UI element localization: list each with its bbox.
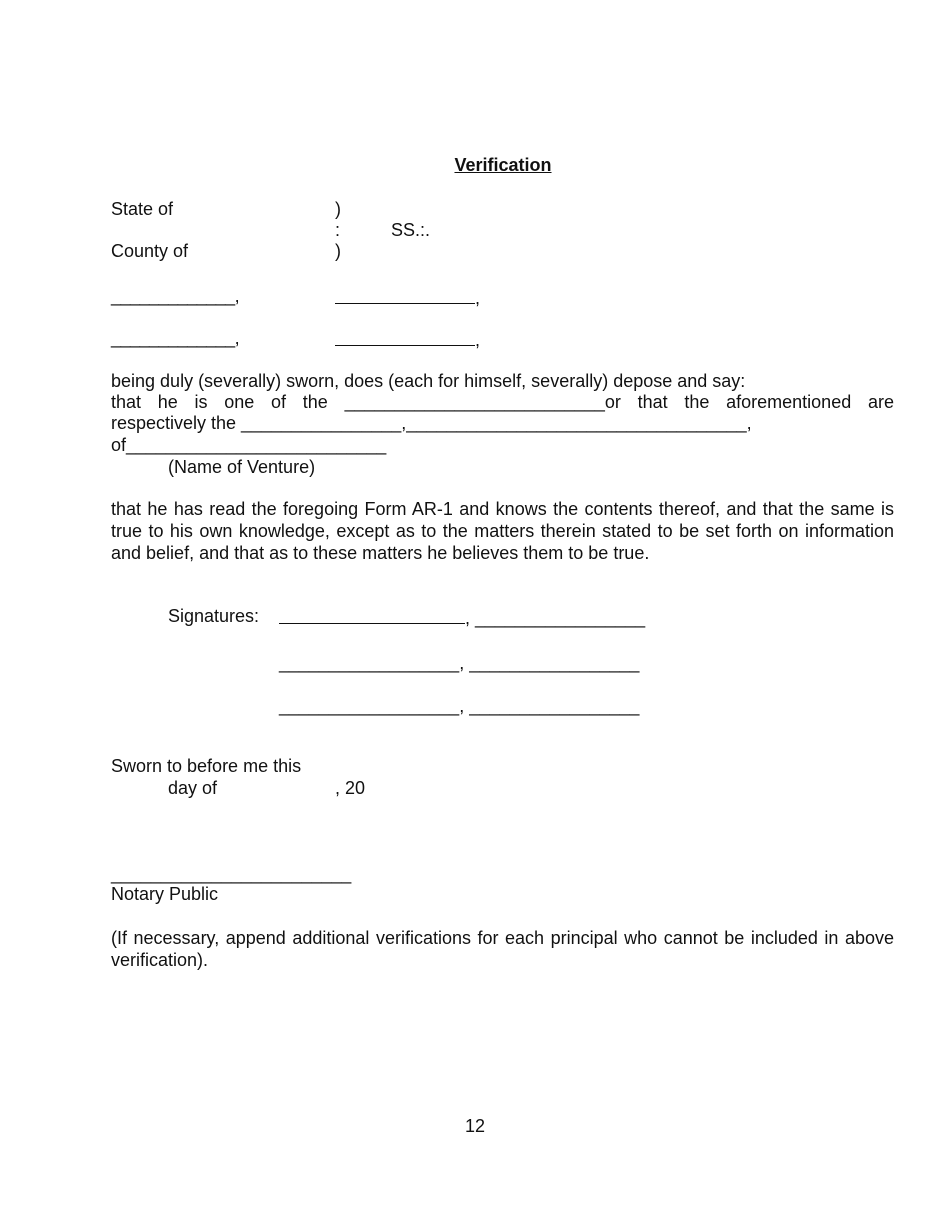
signature-row-1[interactable] xyxy=(279,605,645,629)
oath-word: of xyxy=(271,392,287,412)
state-label: State of xyxy=(111,199,174,219)
venue-ss: SS.:. xyxy=(391,220,431,240)
oath-word: aforementioned xyxy=(726,392,852,412)
name-field-left-2[interactable]: _____________, xyxy=(111,328,240,348)
name-field-right-1[interactable] xyxy=(335,285,480,309)
day-of-label: day of xyxy=(168,778,218,798)
signature-row-1-right[interactable]: , _________________ xyxy=(465,608,646,628)
oath-line-3[interactable]: respectively the ________________,__________________________________, xyxy=(111,413,752,433)
oath-word: one xyxy=(224,392,255,412)
oath-word: that xyxy=(637,392,668,412)
venue-paren-close: ) xyxy=(335,241,341,261)
signatures-label: Signatures: xyxy=(168,606,260,626)
principal-field[interactable]: __________________________or xyxy=(344,392,621,412)
notary-label: Notary Public xyxy=(111,884,219,904)
oath-word: that xyxy=(111,392,142,412)
statement-paragraph: that he has read the foregoing Form AR-1 and knows the contents thereof, and that the same is true to his own knowledge, except as to the matters therein stated to be set forth on information and belief, and that as to these matters he believes them to be true. xyxy=(111,499,894,563)
sworn-line: Sworn to before me this xyxy=(111,756,302,776)
venture-caption: (Name of Venture) xyxy=(168,457,316,477)
oath-word: the xyxy=(684,392,710,412)
additional-verification-note: (If necessary, append additional verifications for each principal who cannot be included in above verification). xyxy=(111,928,894,970)
oath-word: are xyxy=(867,392,894,412)
oath-word: he xyxy=(157,392,178,412)
signature-row-2[interactable]: __________________, _________________ xyxy=(279,653,640,673)
page-number: 12 xyxy=(464,1116,486,1136)
name-comma: , xyxy=(475,330,481,350)
county-label: County of xyxy=(111,241,189,261)
notary-signature-field[interactable]: ________________________ xyxy=(111,864,352,884)
oath-word: the xyxy=(302,392,328,412)
venture-name-field[interactable]: of__________________________ xyxy=(111,435,387,455)
venue-colon: : xyxy=(335,220,341,240)
name-comma: , xyxy=(475,288,481,308)
signature-row-3[interactable]: __________________, _________________ xyxy=(279,696,640,716)
oath-word: is xyxy=(194,392,208,412)
year-label: , 20 xyxy=(335,778,366,798)
oath-line-1: being duly (severally) sworn, does (each for himself, severally) depose and say: xyxy=(111,371,746,391)
oath-line-2 xyxy=(111,391,894,413)
page-title: Verification xyxy=(454,155,552,175)
venue-paren-open: ) xyxy=(335,199,341,219)
name-field-right-2[interactable] xyxy=(335,327,480,351)
name-field-left-1[interactable]: _____________, xyxy=(111,286,240,306)
